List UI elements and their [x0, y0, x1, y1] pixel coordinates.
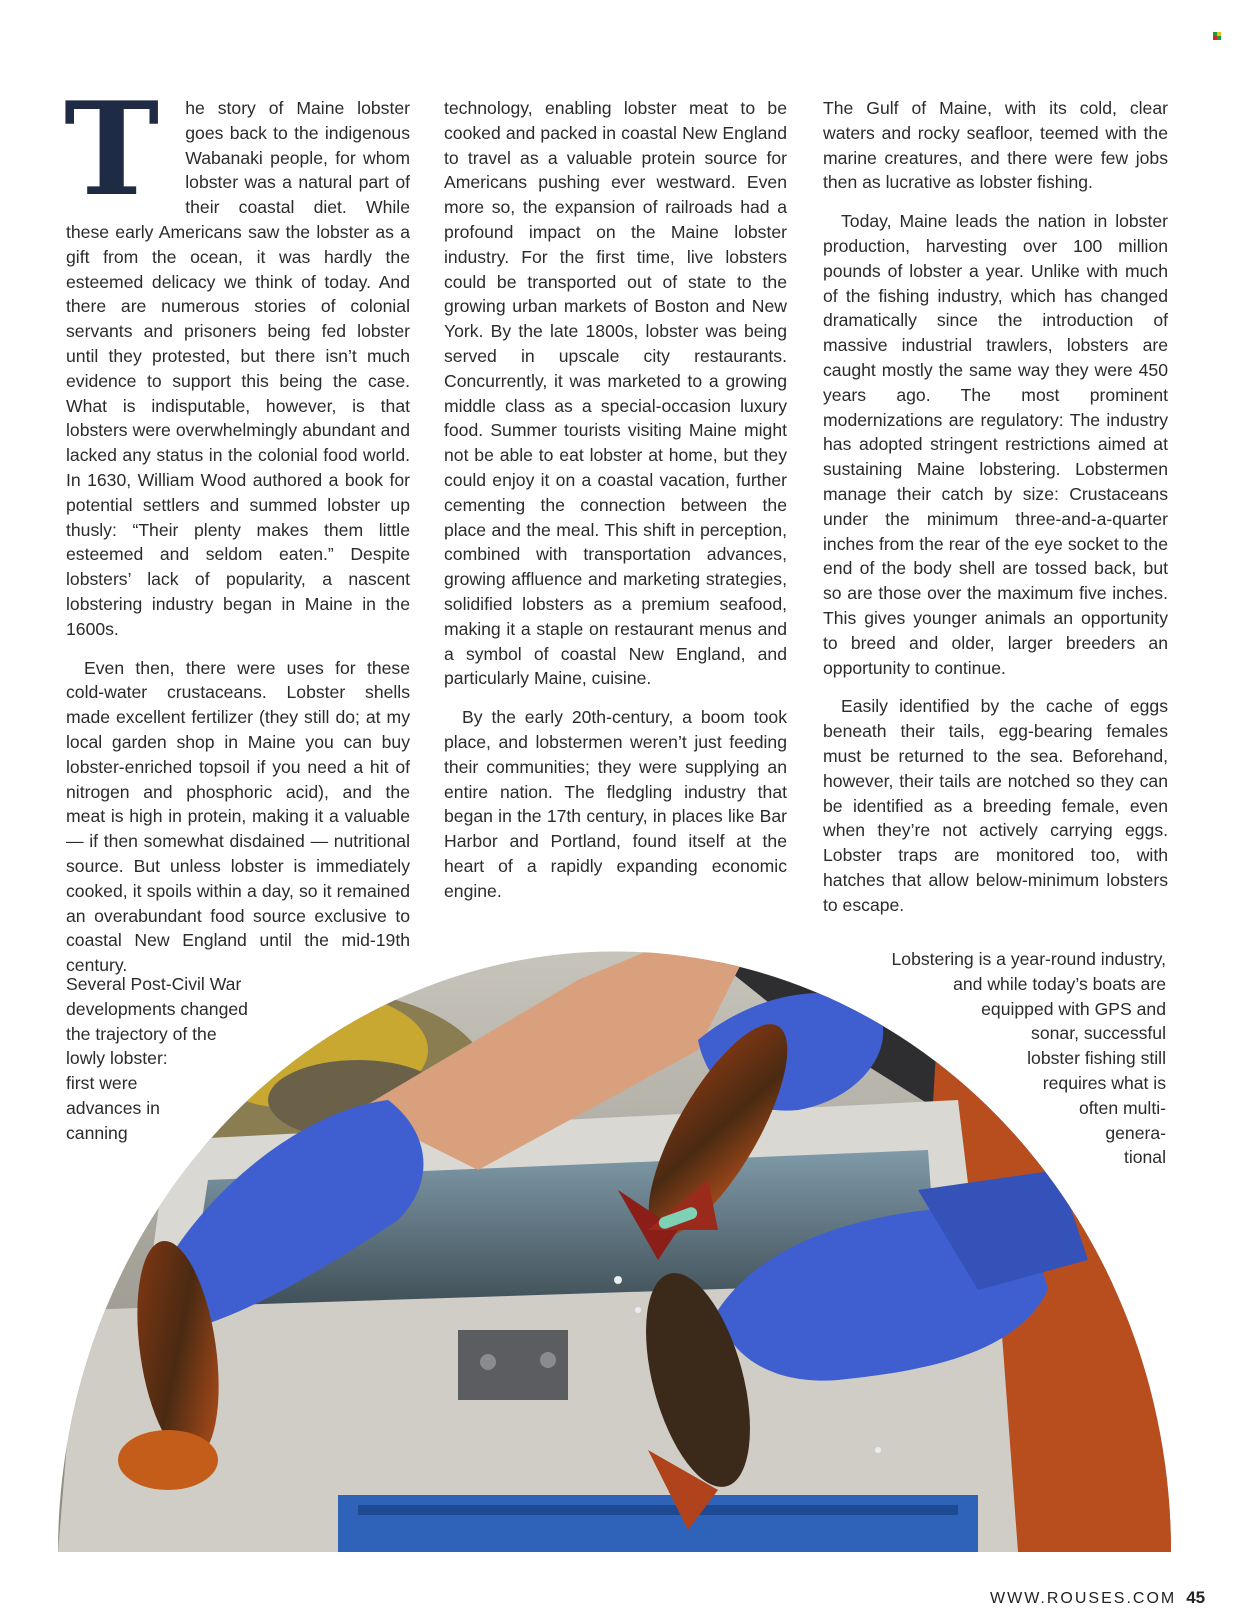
paragraph-intro: [64, 75, 410, 642]
color-registration-mark-icon: [1213, 32, 1222, 41]
photo-wrap-text-right: [846, 947, 1166, 1170]
text-line: often multi-: [1078, 1097, 1166, 1118]
paragraph: The Gulf of Maine, with its cold, clear waters and rocky seafloor, teemed with the marine creatures, and there were few jobs then as lucrative as lobster fishing.: [823, 98, 1168, 193]
text-line: developments changed: [66, 998, 248, 1019]
text-line: canning: [66, 1122, 128, 1143]
text-line: lobster fishing still: [1027, 1048, 1166, 1069]
paragraph: By the early 20th-century, a boom took place, and lobstermen weren’t just feeding their communities; they were supplying an entire nation. The fledgling industry that began in the 17th century, in places like Bar Harbor and Portland, found itself at the heart of a rapidly expanding economic engine.: [444, 707, 787, 901]
page-number: 45: [1186, 1588, 1206, 1607]
photo-wrap-text-left: [66, 972, 276, 1146]
paragraph: Easily identified by the cache of eggs beneath their tails, egg-bearing females must be returned to the sea. Beforehand, however, their tails are notched so they can be identified as a breeding female, even when they’re not actively carrying eggs. Lobster traps are monitored too, with hatches that allow below-minimum lobsters to escape.: [823, 696, 1168, 915]
text-line: requires what is: [1042, 1072, 1166, 1093]
paragraph: Today, Maine leads the nation in lobster production, harvesting over 100 million pounds of lobster a year. Unlike with much of the fishing industry, which has changed dramatically since the introduction of massive industrial trawlers, lobsters are caught mostly the same way they were 450 years ago. The most prominent modernizations are regulatory: The industry has adopted stringent restrictions aimed at sustaining Maine lobstering. Lobstermen manage their catch by size: Crustaceans under the minimum three-and-a-quarter inches from the rear of the eye socket to the end of the body shell are tossed back, but so are those over the maximum five inches. This gives younger animals an opportunity to breed and older, larger breeders an opportunity to continue.: [823, 211, 1168, 678]
text-line: the trajectory of the: [66, 1023, 217, 1044]
text-line: Several Post-Civil War: [66, 974, 242, 994]
text-line: tional: [1123, 1147, 1166, 1168]
paragraph: technology, enabling lobster meat to be cooked and packed in coastal New England to travel as a valuable protein source for Americans pushing ever westward. Even more so, the expansion of railroads had a profound impact on the Maine lobster industry. For the first time, live lobsters could be transported out of state to the growing urban markets of Boston and New York. By the late 1800s, lobster was being served in upscale city restaurants. Concurrently, it was marketed to a growing middle class as a special-occasion luxury food. Summer tourists visiting Maine might not be able to eat lobster at home, but they could enjoy it on a coastal vacation, further cementing the connection between the place and the meal. This shift in perception, combined with transportation advances, growing affluence and marketing strategies, solidified lobsters as a premium seafood, making it a staple on restaurant menus and a symbol of coastal New England, and particularly Maine, cuisine.: [444, 98, 787, 689]
text-line: advances in: [66, 1097, 160, 1118]
paragraph: Even then, there were uses for these cold-water crustaceans. Lobster shells made excellent fertilizer (they still do; at my local garden shop in Maine you can buy lobster-enriched topsoil if you need a hit of nitrogen and phosphoric acid), and the meat is high in protein, making it a valuable — if then somewhat disdained — nutritional source. But unless lobster is immediately cooked, it spoils within a day, so it remained an overabundant food source exclusive to coastal New England until the mid-19th century.: [66, 657, 410, 976]
article-column-2: [444, 96, 787, 918]
text-line: equipped with GPS and: [981, 998, 1166, 1019]
footer-url[interactable]: WWW.ROUSES.COM: [990, 1590, 1177, 1607]
text-line: sonar, successful: [1031, 1023, 1166, 1044]
text-line: first were: [66, 1073, 138, 1094]
page-footer: [990, 1588, 1205, 1608]
text-line: and while today’s boats are: [953, 973, 1166, 994]
text-line: genera-: [1105, 1122, 1166, 1143]
text-line: lowly lobster:: [66, 1048, 168, 1069]
article-column-1: [64, 75, 410, 992]
article-column-3: [823, 96, 1168, 932]
drop-cap: T: [64, 75, 160, 225]
intro-text: he story of Maine lobster goes back to the indigenous Wabanaki people, for whom lobster was a natural part of their coastal diet. While these early Americans saw the lobster as a gift from the ocean, it was hardly the esteemed delicacy we think of today. And there are numerous stories of colonial servants and prisoners being fed lobster until they protested, but there isn’t much evidence to support this being the case. What is indisputable, however, is that lobsters were overwhelmingly abundant and lacked any status in the colonial food world. In 1630, William Wood authored a book for potential settlers and summed lobster up thusly: “Their plenty makes them little esteemed and seldom eaten.” Despite lobsters’ lack of popularity, a nascent lobstering industry began in Maine in the 1600s.: [66, 98, 410, 639]
text-line: Lobstering is a year-round industry,: [891, 949, 1166, 969]
